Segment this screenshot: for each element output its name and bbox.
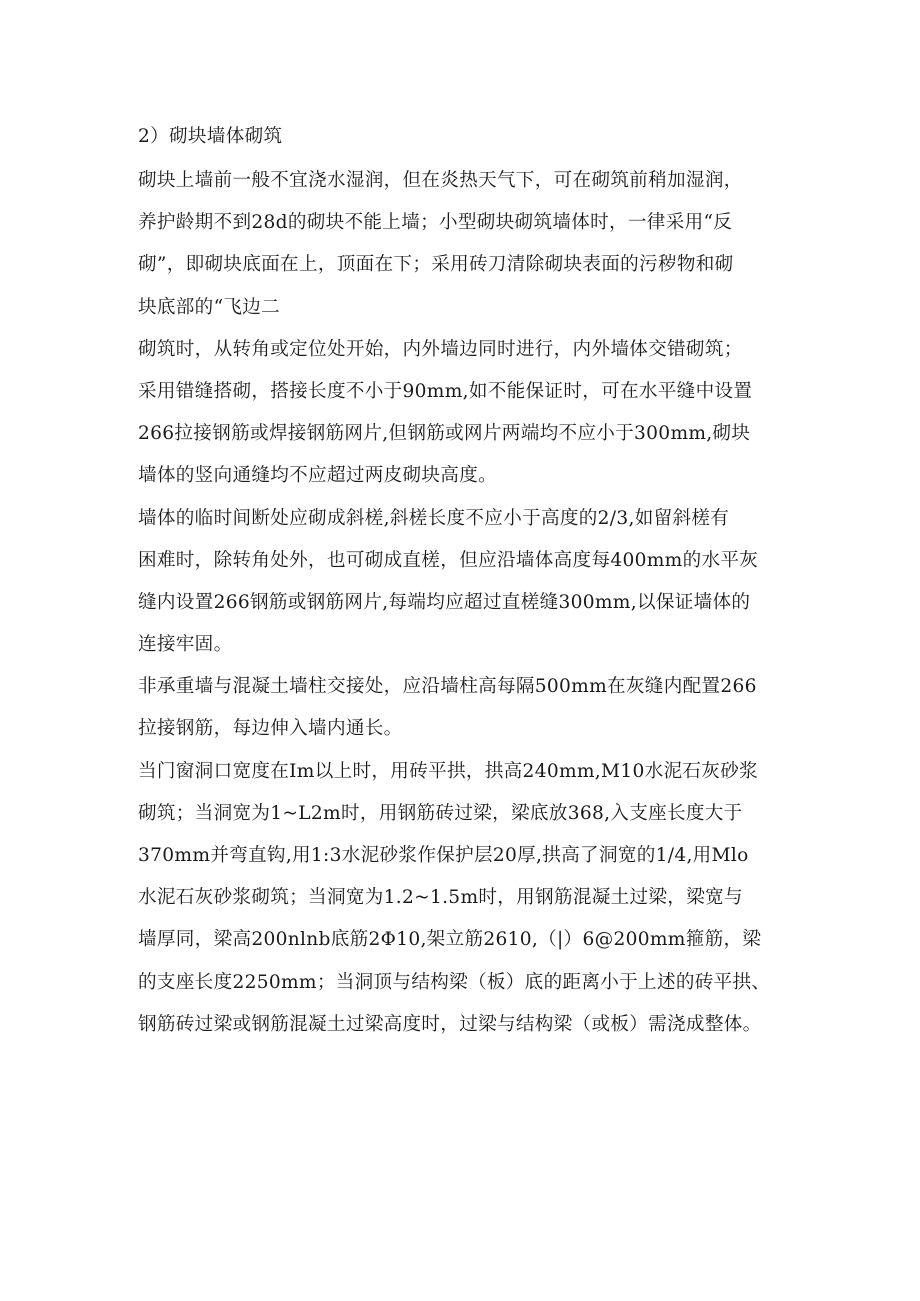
text-line: 当门窗洞口宽度在Im以上时，用砖平拱，拱高240mm,M10水泥石灰砂浆 bbox=[138, 760, 758, 782]
text-line: 266拉接钢筋或焊接钢筋网片,但钢筋或网片两端均不应小于300mm,砌块 bbox=[138, 423, 751, 445]
text-line: 砌筑；当洞宽为1~L2m时，用钢筋砖过梁，梁底放368,入支座长度大于 bbox=[138, 802, 743, 824]
text-line: 砌”，即砌块底面在上，顶面在下；采用砖刀清除砌块表面的污秽物和砌 bbox=[138, 254, 734, 276]
text-line: 水泥石灰砂浆砌筑；当洞宽为1.2~1.5m时，用钢筋混凝土过梁，梁宽与 bbox=[138, 887, 743, 909]
text-line: 砌块上墙前一般不宜浇水湿润，但在炎热天气下，可在砌筑前稍加湿润， bbox=[138, 170, 743, 191]
section-heading: 2）砌块墙体砌筑 bbox=[138, 126, 283, 147]
text-line: 墙体的竖向通缝均不应超过两皮砌块高度。 bbox=[138, 465, 497, 487]
text-line: 钢筋砖过梁或钢筋混凝土过梁高度时，过梁与结构梁（或板）需浇成整体。 bbox=[138, 1013, 762, 1035]
text-line: 连接牢固。 bbox=[138, 634, 233, 656]
text-line: 拉接钢筋，每边伸入墙内通长。 bbox=[138, 718, 403, 740]
text-line: 非承重墙与混凝土墙柱交接处，应沿墙柱高每隔500mm在灰缝内配置266 bbox=[138, 676, 757, 698]
text-line: 墙体的临时间断处应砌成斜槎,斜槎长度不应小于高度的2/3,如留斜槎有 bbox=[138, 507, 730, 529]
text-line: 砌筑时，从转角或定位处开始，内外墙边同时进行，内外墙体交错砌筑； bbox=[138, 338, 743, 360]
text-line: 缝内设置266钢筋或钢筋网片,每端均应超过直槎缝300mm,以保证墙体的 bbox=[138, 591, 751, 613]
document-body bbox=[138, 114, 798, 1046]
text-line: 养护龄期不到28d的砌块不能上墙；小型砌块砌筑墙体时，一律采用“反 bbox=[138, 212, 733, 234]
text-line: 的支座长度2250mm；当洞顶与结构梁（板）底的距离小于上述的砖平拱、 bbox=[138, 971, 771, 993]
text-line: 370mm并弯直钩,用1:3水泥砂浆作保护层20厚,拱高了洞宽的1/4,用Mlo bbox=[138, 845, 749, 866]
text-line: 块底部的“飞边二 bbox=[138, 296, 281, 318]
text-line: 墙厚同，梁高200nlnb底筋2Φ10,架立筋2610,（|）6@200mm箍筋，梁 bbox=[138, 929, 762, 951]
text-line: 困难时，除转角处外，也可砌成直槎，但应沿墙体高度每400mm的水平灰 bbox=[138, 549, 759, 571]
text-line: 采用错缝搭砌，搭接长度不小于90mm,如不能保证时，可在水平缝中设置 bbox=[138, 380, 753, 402]
